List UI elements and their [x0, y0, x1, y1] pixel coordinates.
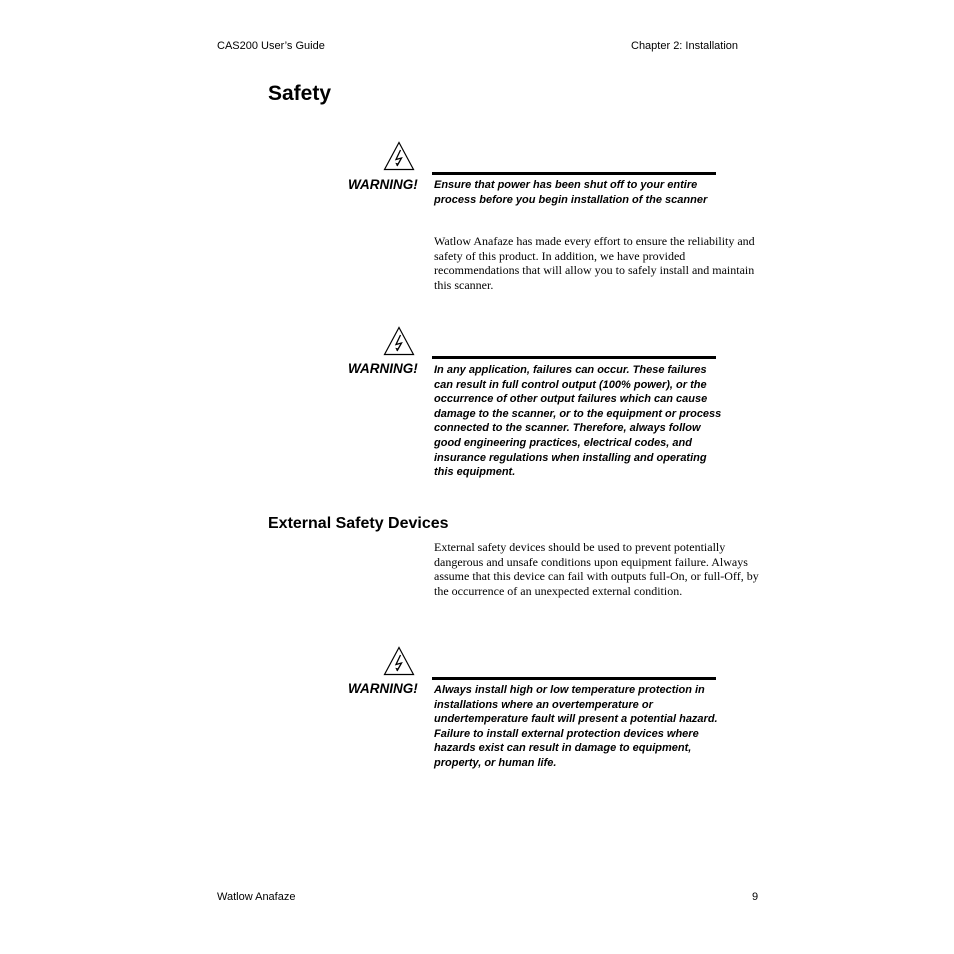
page-title: Safety: [268, 82, 332, 105]
footer-company: Watlow Anafaze: [217, 891, 296, 903]
electrical-hazard-icon: [383, 646, 415, 676]
warning-text: In any application, failures can occur. These failures can result in full control output (100% power), or the occurrence of other output failures which can cause damage to the scanner, or to the equipment or process connected to the scanner. Therefore, always follow good engineering practices, electrical codes, and insurance regulations when installing and operating this equipment.: [434, 364, 722, 479]
warning-label: WARNING!: [348, 177, 418, 192]
header-guide-title: CAS200 User’s Guide: [217, 40, 325, 52]
warning-label: WARNING!: [348, 681, 418, 696]
section-heading: External Safety Devices: [268, 515, 449, 532]
warning-divider: [432, 677, 716, 680]
warning-label: WARNING!: [348, 361, 418, 376]
warning-divider: [432, 356, 716, 359]
intro-paragraph: Watlow Anafaze has made every effort to ensure the reliability and safety of this product. In addition, we have provided recommendations that will allow you to safely install and maintain this scanner.: [434, 234, 755, 292]
warning-divider: [432, 172, 716, 175]
header-chapter: Chapter 2: Installation: [631, 40, 739, 52]
page-number: 9: [752, 891, 759, 903]
electrical-hazard-icon: [383, 141, 415, 171]
warning-text: Always install high or low temperature protection in installations where an overtemperature or undertemperature fault will present a potential hazard. Failure to install external protection devices where hazards exist can result in damage to equipment, property, or human life.: [434, 684, 718, 769]
section-paragraph: External safety devices should be used to prevent potentially dangerous and unsafe conditions upon equipment failure. Always assume that this device can fail with outputs full-On, or full-Off, by the occurrence of an unexpected external condition.: [434, 540, 759, 598]
warning-text: Ensure that power has been shut off to your entire process before you begin installation of the scanner: [434, 179, 708, 206]
electrical-hazard-icon: [383, 326, 415, 356]
